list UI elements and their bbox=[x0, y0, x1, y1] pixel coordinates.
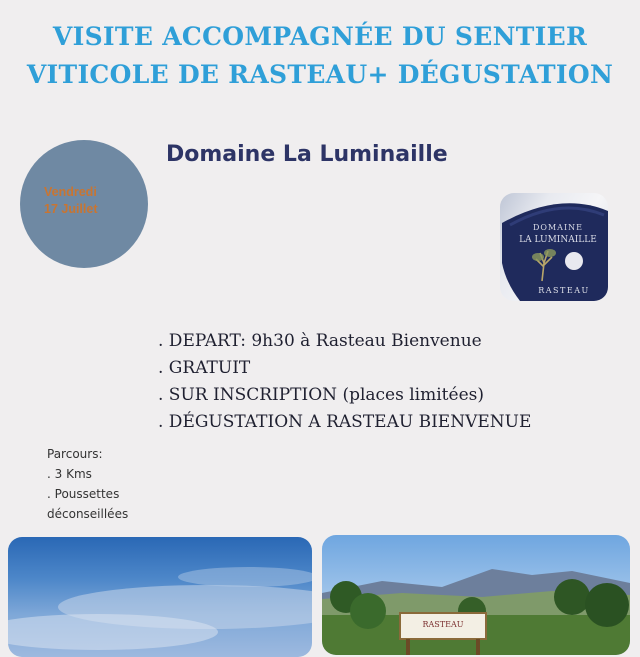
sky-photo bbox=[8, 537, 312, 657]
parcours-block bbox=[47, 444, 128, 524]
vineyard-photo bbox=[322, 535, 630, 655]
parcours-title: Parcours: bbox=[47, 447, 103, 461]
date-badge-text bbox=[44, 184, 134, 218]
domain-name: Domaine La Luminaille bbox=[166, 142, 448, 167]
bottle-label-rasteau: RASTEAU bbox=[538, 286, 590, 295]
date-badge-date: 17 Juillet bbox=[44, 202, 98, 216]
parcours-item-distance: . 3 Kms bbox=[47, 467, 92, 481]
bottle-label-domaine: DOMAINE bbox=[533, 223, 583, 232]
parcours-item-poussettes: . Poussettes bbox=[47, 487, 120, 501]
info-degustation: . DÉGUSTATION A RASTEAU BIENVENUE bbox=[158, 412, 532, 432]
event-title bbox=[0, 18, 640, 94]
date-badge-day: Vendredi bbox=[44, 185, 97, 199]
event-info-list bbox=[158, 328, 531, 436]
rasteau-sign-text: RASTEAU bbox=[422, 620, 464, 629]
event-title-line-1: VISITE ACCOMPAGNÉE DU SENTIER bbox=[52, 22, 588, 51]
event-title-line-2: VITICOLE DE RASTEAU+ DÉGUSTATION bbox=[26, 60, 614, 89]
bottle-label-luminaille: LA LUMINAILLE bbox=[519, 235, 597, 245]
info-gratuit: . GRATUIT bbox=[158, 358, 251, 378]
parcours-item-deconseillees: déconseillées bbox=[47, 507, 129, 521]
info-inscription: . SUR INSCRIPTION (places limitées) bbox=[158, 385, 484, 405]
bottle-moon-icon bbox=[565, 252, 583, 270]
wine-bottle-photo bbox=[500, 193, 608, 301]
info-depart: . DEPART: 9h30 à Rasteau Bienvenue bbox=[158, 331, 482, 351]
